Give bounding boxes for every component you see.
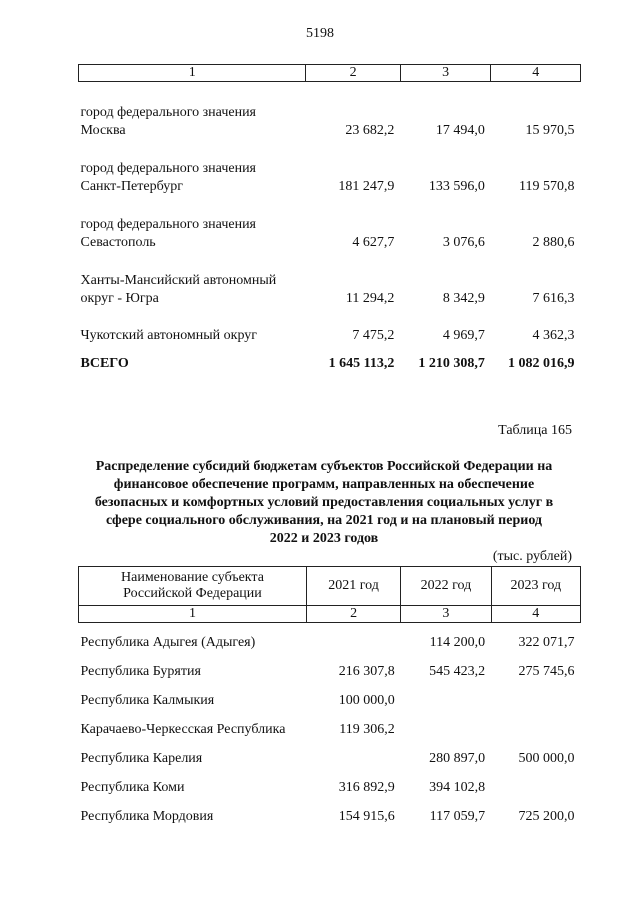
region-name: Карачаево-Черкесская Республика [80,722,286,737]
value-2021: 154 915,6 [338,809,395,824]
value-2022: 280 897,0 [429,751,486,766]
region-name: город федерального значения Санкт-Петербург [80,161,256,194]
column-number-row [79,606,581,623]
value-2022: 17 494,0 [435,123,485,138]
value-2023: 500 000,0 [518,751,575,766]
table-title [70,458,578,548]
region-name: Республика Адыгея (Адыгея) [80,635,256,650]
value-2021: 216 307,8 [338,664,395,679]
value-2021 [306,623,400,653]
total-2022: 1 210 308,7 [418,356,485,371]
title-line: финансовое обеспечение программ, направленных на обеспечение [113,477,535,492]
table-row [79,252,581,308]
value-2021 [306,739,400,768]
value-2023: 725 200,0 [518,809,575,824]
value-2022: 8 342,9 [442,291,485,306]
title-line: сфере социального обслуживания, на 2021 год и на плановый период [106,513,542,528]
table-row [79,623,581,653]
column-number-row [79,65,581,82]
value-2023: 119 570,8 [519,179,575,194]
title-line: безопасных и комфортных условий предоставления социальных услуг в [94,495,554,510]
region-name: Республика Бурятия [80,664,201,679]
value-2023 [491,768,580,797]
column-number: 4 [491,606,580,623]
value-2022: 133 596,0 [428,179,485,194]
value-2023: 322 071,7 [518,635,575,650]
value-2022 [401,681,491,710]
value-2023: 2 880,6 [532,235,575,250]
header-2022: 2022 год [401,567,491,606]
value-2023 [491,681,580,710]
table-row [79,768,581,797]
subsidy-table [78,566,581,826]
value-2023: 7 616,3 [532,291,575,306]
value-2021: 4 627,7 [352,235,395,250]
table-row [79,82,581,141]
region-name: Республика Карелия [80,751,203,766]
value-2021: 181 247,9 [338,179,395,194]
value-2021: 316 892,9 [338,780,395,795]
value-2022: 114 200,0 [429,635,486,650]
table-number: Таблица 165 [498,423,572,438]
table-row [79,739,581,768]
value-2021: 23 682,2 [345,123,395,138]
header-region-name: Наименование субъекта Российской Федерации [79,567,307,606]
value-2023 [491,710,580,739]
region-name: город федерального значения Севастополь [80,217,256,250]
value-2021: 100 000,0 [338,693,395,708]
value-2022 [401,710,491,739]
region-name: Ханты-Мансийский автономный округ - Югра [80,273,277,306]
region-name: Республика Мордовия [80,809,214,824]
header-2023: 2023 год [491,567,580,606]
value-2022: 3 076,6 [442,235,485,250]
table-row [79,196,581,252]
unit-label: (тыс. рублей) [492,549,572,564]
region-name: Чукотский автономный округ [80,328,258,343]
region-name: город федерального значения Москва [80,105,256,138]
title-line: 2022 и 2023 годов [269,531,379,546]
table-continuation [78,64,581,373]
table-row [79,797,581,826]
page-number: 5198 [306,26,334,41]
total-label: ВСЕГО [80,356,129,371]
column-number: 4 [491,65,581,82]
total-2023: 1 082 016,9 [508,356,575,371]
column-number: 2 [306,606,400,623]
region-name: Республика Коми [80,780,185,795]
value-2022: 394 102,8 [429,780,486,795]
value-2022: 117 059,7 [429,809,486,824]
value-2022: 545 423,2 [429,664,486,679]
column-number: 1 [79,606,307,623]
table-row [79,652,581,681]
column-number: 3 [401,606,491,623]
value-2023: 275 745,6 [518,664,575,679]
region-name: Республика Калмыкия [80,693,215,708]
table-row [79,140,581,196]
value-2023: 15 970,5 [525,123,575,138]
value-2022: 4 969,7 [442,328,485,343]
header-2021: 2021 год [306,567,400,606]
header-row [79,567,581,606]
value-2021: 7 475,2 [352,328,395,343]
value-2021: 11 294,2 [345,291,395,306]
total-row [79,345,581,373]
column-number: 3 [400,65,491,82]
column-number: 1 [79,65,306,82]
table-row [79,710,581,739]
column-number: 2 [306,65,400,82]
value-2023: 4 362,3 [532,328,575,343]
table-row [79,308,581,345]
table-row [79,681,581,710]
total-2021: 1 645 113,2 [328,356,395,371]
title-line: Распределение субсидий бюджетам субъектов Российской Федерации на [95,459,553,474]
value-2021: 119 306,2 [339,722,395,737]
